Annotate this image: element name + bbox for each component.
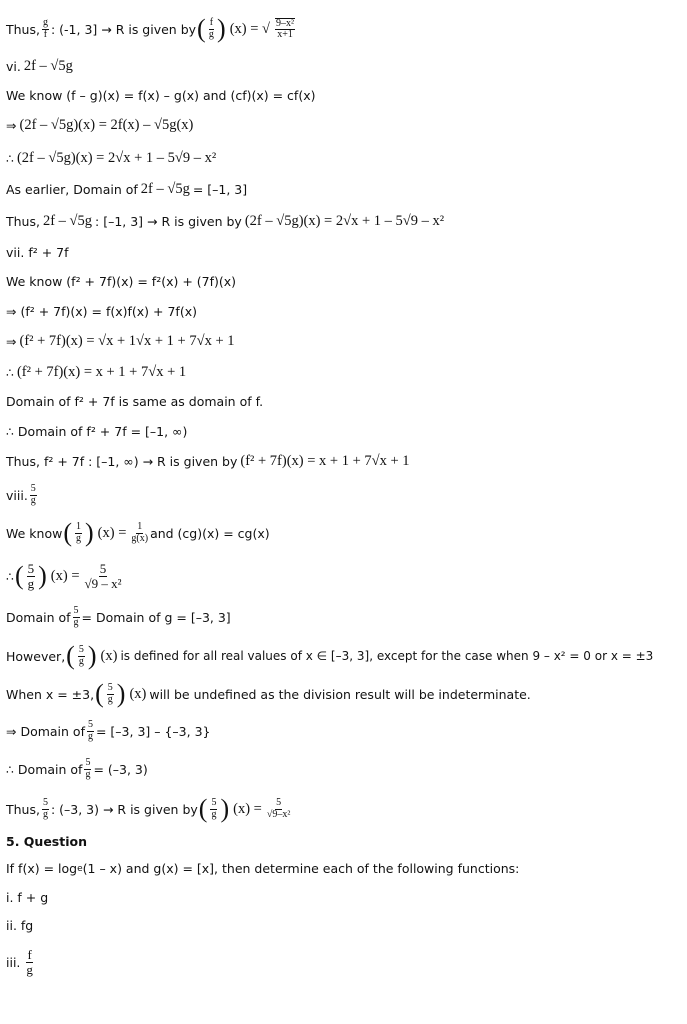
math-expression: (x) = √ — [229, 20, 271, 37]
thus-g-over-f-line — [6, 16, 683, 42]
text-segment: We know — [6, 525, 63, 541]
item-viii-heading — [6, 484, 683, 506]
math-expression: (x) — [129, 685, 147, 702]
frac-den: g — [76, 532, 81, 544]
domain-line — [6, 758, 683, 780]
therefore-symbol: ∴ — [6, 151, 14, 166]
frac-den: g — [211, 808, 217, 820]
item-iii — [6, 948, 683, 976]
frac-den: g — [42, 808, 48, 820]
paren-open: ( — [63, 518, 72, 547]
text-segment: i. f + g — [6, 890, 49, 905]
text-segment: Thus, — [6, 801, 40, 817]
item-vii-heading — [6, 245, 683, 260]
frac-den: √9 – x² — [84, 575, 122, 591]
math-expression: (2f – √5g)(x) = 2√x + 1 – 5√9 – x² — [244, 213, 445, 229]
frac-den: g — [208, 28, 214, 40]
text-segment: ii. fg — [6, 918, 34, 933]
fraction-1-over-g — [75, 522, 82, 544]
text-segment: will be undefined as the division result will be indeterminate. — [149, 686, 531, 702]
question-text — [6, 861, 683, 876]
math-expression: (2f – √5g)(x) = 2√x + 1 – 5√9 – x² — [16, 150, 217, 166]
frac-num: f — [27, 947, 32, 962]
text-segment: Domain of — [6, 609, 71, 625]
domain-line — [6, 181, 683, 198]
frac-den: g — [73, 616, 79, 628]
sqrt-fraction — [275, 18, 295, 41]
frac-num: 5 — [276, 797, 282, 808]
text-segment: However, — [6, 648, 66, 664]
frac-den: g — [26, 961, 33, 977]
fraction-5-over-sqrt — [85, 562, 122, 590]
math-expression: (2f – √5g)(x) = 2f(x) – √5g(x) — [19, 117, 194, 133]
text-segment: We know (f² + 7f)(x) = f²(x) + (7f)(x) — [6, 274, 237, 289]
text-segment: = (–3, 3) — [93, 761, 148, 777]
domain-line — [6, 720, 683, 742]
item-ii — [6, 918, 683, 933]
implies-symbol: ⇒ — [6, 334, 17, 349]
paren-open: ( — [95, 679, 104, 708]
math-line — [6, 333, 683, 350]
text-segment: Thus, — [6, 21, 40, 37]
fraction-5-over-sqrt — [267, 798, 291, 820]
math-expression: (x) = — [50, 567, 80, 584]
math-line — [6, 364, 683, 381]
fraction-g-over-f — [42, 18, 49, 40]
fraction-5-over-g — [107, 683, 114, 705]
frac-den: x+1 — [277, 29, 293, 40]
text-segment: ⇒ Domain of — [6, 723, 85, 739]
frac-num: g — [42, 17, 48, 28]
frac-num: 1 — [76, 521, 81, 532]
frac-num: 5 — [73, 605, 79, 616]
frac-den: g — [78, 655, 84, 667]
math-expression: (x) = — [233, 800, 262, 817]
when-line — [6, 681, 683, 707]
paren-open: ( — [66, 641, 75, 670]
fraction-5-over-g — [87, 720, 94, 742]
fraction-5-over-g — [210, 798, 217, 820]
frac-num: 5 — [78, 644, 84, 655]
paren-close: ) — [116, 679, 126, 708]
text-segment: : (–3, 3) → R is given by — [50, 801, 198, 817]
frac-den: g(x) — [131, 532, 149, 544]
math-expression: 2f – √5g — [140, 181, 190, 197]
frac-num: 5 — [99, 561, 107, 576]
question-heading — [6, 834, 683, 849]
text-segment: f² + 7f — [28, 245, 69, 260]
frac-num: 5 — [85, 757, 91, 768]
frac-den: g — [87, 730, 93, 742]
frac-num: 5 — [42, 797, 48, 808]
math-line — [6, 562, 683, 590]
paren-close: ) — [220, 794, 230, 823]
paren-close: ) — [85, 518, 94, 547]
frac-num: 5 — [107, 682, 113, 693]
math-expression: (f² + 7f)(x) = √x + 1√x + 1 + 7√x + 1 — [19, 333, 235, 349]
domain-line — [6, 606, 683, 628]
text-segment: Thus, — [6, 214, 40, 229]
item-label: vi. — [6, 59, 21, 74]
item-label: iii. — [6, 954, 21, 970]
paren-close: ) — [87, 641, 97, 670]
item-i — [6, 890, 683, 905]
we-know-line — [6, 520, 683, 546]
text-line — [6, 304, 683, 319]
text-line — [6, 394, 683, 409]
text-line — [6, 88, 683, 103]
frac-den: √9–x² — [266, 808, 291, 820]
paren-open: ( — [14, 561, 24, 591]
text-segment: As earlier, Domain of — [6, 182, 138, 197]
heading-text: 5. Question — [6, 834, 87, 849]
text-line — [6, 424, 683, 439]
frac-den: f — [43, 28, 48, 40]
text-segment: = Domain of g = [–3, 3] — [81, 609, 231, 625]
text-segment: is defined for all real values of x ∈ [–3, 3], except for the case when 9 – x² = 0 or x = ±3 — [120, 649, 654, 663]
frac-num: 9–x² — [276, 17, 295, 29]
text-segment: and (cg)(x) = cg(x) — [150, 525, 270, 541]
paren-close: ) — [217, 14, 226, 43]
item-label: vii. — [6, 245, 25, 260]
subscript: e — [77, 863, 83, 874]
text-segment: : (-1, 3] → R is given by — [50, 21, 197, 37]
math-expression: (x) = — [97, 524, 127, 541]
item-label: viii. — [6, 487, 28, 503]
text-segment: ⇒ (f² + 7f)(x) = f(x)f(x) + 7f(x) — [6, 304, 197, 319]
text-segment: = [–1, 3] — [192, 182, 248, 197]
fraction-5-over-g — [27, 562, 36, 590]
fraction-5-over-g — [84, 758, 91, 780]
thus-line — [6, 453, 683, 470]
therefore-symbol: ∴ — [6, 365, 14, 380]
paren-open: ( — [197, 14, 206, 43]
text-line — [6, 274, 683, 289]
text-segment: = [–3, 3] – {–3, 3} — [95, 723, 211, 739]
math-expression: (x) — [100, 647, 118, 664]
frac-num: 5 — [27, 561, 35, 576]
fraction-5-over-g — [30, 484, 37, 506]
therefore-symbol: ∴ — [6, 568, 14, 584]
paren-close: ) — [38, 561, 47, 591]
fraction-f-over-g — [26, 948, 33, 976]
fraction-1-over-gx — [131, 522, 148, 544]
frac-num: 5 — [87, 719, 93, 730]
paren-open: ( — [198, 794, 208, 823]
item-vi-heading — [6, 58, 683, 75]
math-expression: (f² + 7f)(x) = x + 1 + 7√x + 1 — [16, 364, 187, 380]
fraction-5-over-g — [73, 606, 80, 628]
implies-symbol: ⇒ — [6, 118, 17, 133]
however-line — [6, 643, 683, 669]
math-line — [6, 117, 683, 134]
math-expression: (f² + 7f)(x) = x + 1 + 7√x + 1 — [240, 453, 410, 469]
text-segment: ∴ Domain of — [6, 761, 83, 777]
thus-line — [6, 796, 683, 822]
frac-den: g — [27, 575, 35, 591]
thus-line — [6, 213, 683, 230]
text-segment: Thus, f² + 7f : [–1, ∞) → R is given by — [6, 454, 238, 469]
math-expression: 2f – √5g — [42, 213, 93, 229]
text-segment: ∴ Domain of f² + 7f = [–1, ∞) — [6, 424, 188, 439]
frac-num: 1 — [137, 521, 143, 532]
text-segment: : [–1, 3] → R is given by — [95, 214, 242, 229]
frac-num: f — [209, 17, 214, 28]
math-line — [6, 150, 683, 167]
frac-num: 5 — [211, 797, 217, 808]
fraction-5-over-g — [78, 645, 85, 667]
frac-den: g — [30, 494, 36, 506]
text-segment: If f(x) = log — [6, 861, 78, 876]
fraction-f-over-g — [209, 18, 214, 40]
frac-num: 5 — [30, 483, 36, 494]
fraction-5-over-g — [42, 798, 49, 820]
math-expression: 2f – √5g — [23, 58, 73, 74]
text-segment: Domain of f² + 7f is same as domain of f. — [6, 394, 264, 409]
frac-den: g — [85, 768, 91, 780]
frac-den: g — [107, 693, 113, 705]
text-segment: We know (f – g)(x) = f(x) – g(x) and (cf)(x) = cf(x) — [6, 88, 316, 103]
text-segment: (1 – x) and g(x) = [x], then determine each of the following functions: — [82, 861, 520, 876]
text-segment: When x = ±3, — [6, 686, 95, 702]
